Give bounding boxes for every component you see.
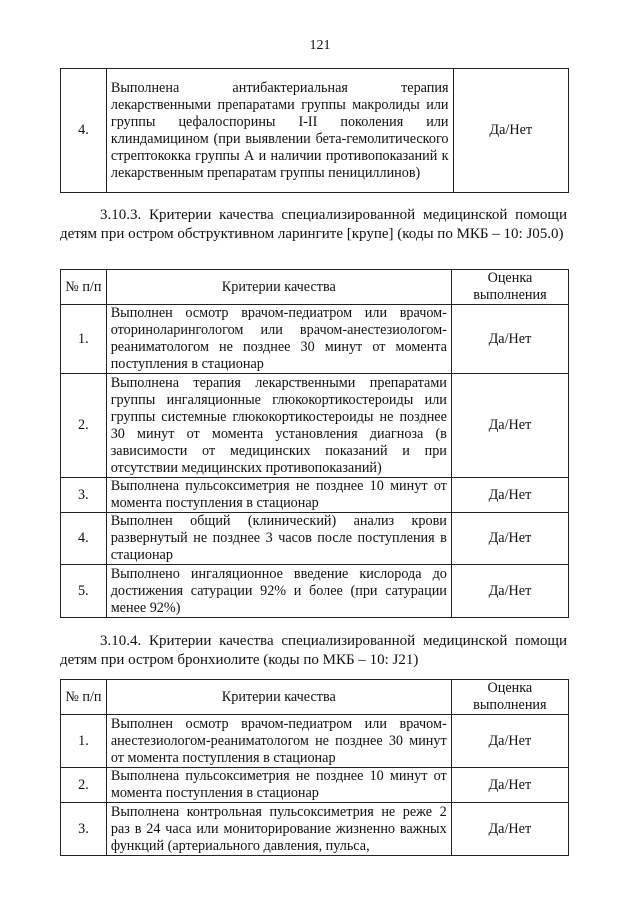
table-row: [61, 478, 569, 513]
score-value: Да/Нет: [451, 715, 568, 768]
row-number: 3.: [61, 803, 107, 856]
row-number: 4.: [61, 513, 107, 565]
column-header-number: № п/п: [61, 270, 107, 305]
row-number: 5.: [61, 565, 107, 618]
section-heading-bronchiolitis: 3.10.4. Критерии качества специализированной медицинской помощи детям при остром бронхиолите (коды по МКБ – 10: J21): [60, 633, 567, 668]
table-row: [61, 768, 569, 803]
row-number: 2.: [61, 374, 107, 478]
column-header-score: Оценка выполнения: [451, 680, 568, 715]
criterion-text: Выполнена контрольная пульсоксиметрия не реже 2 раз в 24 часа или мониторирование жизненно важных функций (артериального давления, пульса,: [106, 803, 451, 856]
score-value: Да/Нет: [451, 513, 568, 565]
table-row: [61, 565, 569, 618]
table-row: [61, 803, 569, 856]
score-value: Да/Нет: [451, 768, 568, 803]
score-value: Да/Нет: [451, 374, 568, 478]
row-number: 1.: [61, 305, 107, 374]
column-header-score: Оценка выполнения: [451, 270, 568, 305]
score-value: Да/Нет: [453, 69, 568, 193]
criterion-text: Выполнена пульсоксиметрия не позднее 10 минут от момента поступления в стационар: [106, 478, 451, 513]
table-header-row: [61, 270, 569, 305]
criterion-text: Выполнена терапия лекарственными препаратами группы ингаляционные глюкокортикостероиды или группы системные глюкокортикостероиды не позднее 30 минут от момента установления диагноза (в зависимости от медицинских показаний и при отсутствии медицинских противопоказаний): [106, 374, 451, 478]
bronchiolitis-criteria-table: [60, 679, 569, 856]
column-header-number: № п/п: [61, 680, 107, 715]
table-header-row: [61, 680, 569, 715]
row-number: 4.: [61, 69, 107, 193]
column-header-criteria: Критерии качества: [106, 270, 451, 305]
criterion-text: Выполнен осмотр врачом-педиатром или врачом-оториноларингологом или врачом-анестезиологом-реаниматологом не позднее 30 минут от момента поступления в стационар: [106, 305, 451, 374]
score-value: Да/Нет: [451, 803, 568, 856]
continued-criteria-table: [60, 68, 569, 193]
column-header-criteria: Критерии качества: [106, 680, 451, 715]
table-row: [61, 69, 569, 193]
table-row: [61, 513, 569, 565]
section-heading-croup: 3.10.3. Критерии качества специализированной медицинской помощи детям при остром обструктивном ларингите [крупе] (коды по МКБ – 10: J05.0): [60, 207, 567, 242]
score-value: Да/Нет: [451, 565, 568, 618]
criterion-text: Выполнено ингаляционное введение кислорода до достижения сатурации 92% и более (при сатурации менее 92%): [106, 565, 451, 618]
page-number: 121: [309, 38, 331, 53]
row-number: 3.: [61, 478, 107, 513]
criterion-text: Выполнена антибактериальная терапия лекарственными препаратами группы макролиды или группы цефалоспорины I-II поколения или клиндамицином (при выявлении бета-гемолитического стрептококка группы А и наличии противопоказаний к лекарственным препаратам группы пенициллинов): [106, 69, 453, 193]
criterion-text: Выполнена пульсоксиметрия не позднее 10 минут от момента поступления в стационар: [106, 768, 451, 803]
criterion-text: Выполнен осмотр врачом-педиатром или врачом-анестезиологом-реаниматологом не позднее 30 минут от момента поступления в стационар: [106, 715, 451, 768]
table-row: [61, 305, 569, 374]
score-value: Да/Нет: [451, 305, 568, 374]
table-row: [61, 374, 569, 478]
row-number: 2.: [61, 768, 107, 803]
croup-criteria-table: [60, 269, 569, 618]
table-row: [61, 715, 569, 768]
row-number: 1.: [61, 715, 107, 768]
criterion-text: Выполнен общий (клинический) анализ крови развернутый не позднее 3 часов после поступления в стационар: [106, 513, 451, 565]
score-value: Да/Нет: [451, 478, 568, 513]
